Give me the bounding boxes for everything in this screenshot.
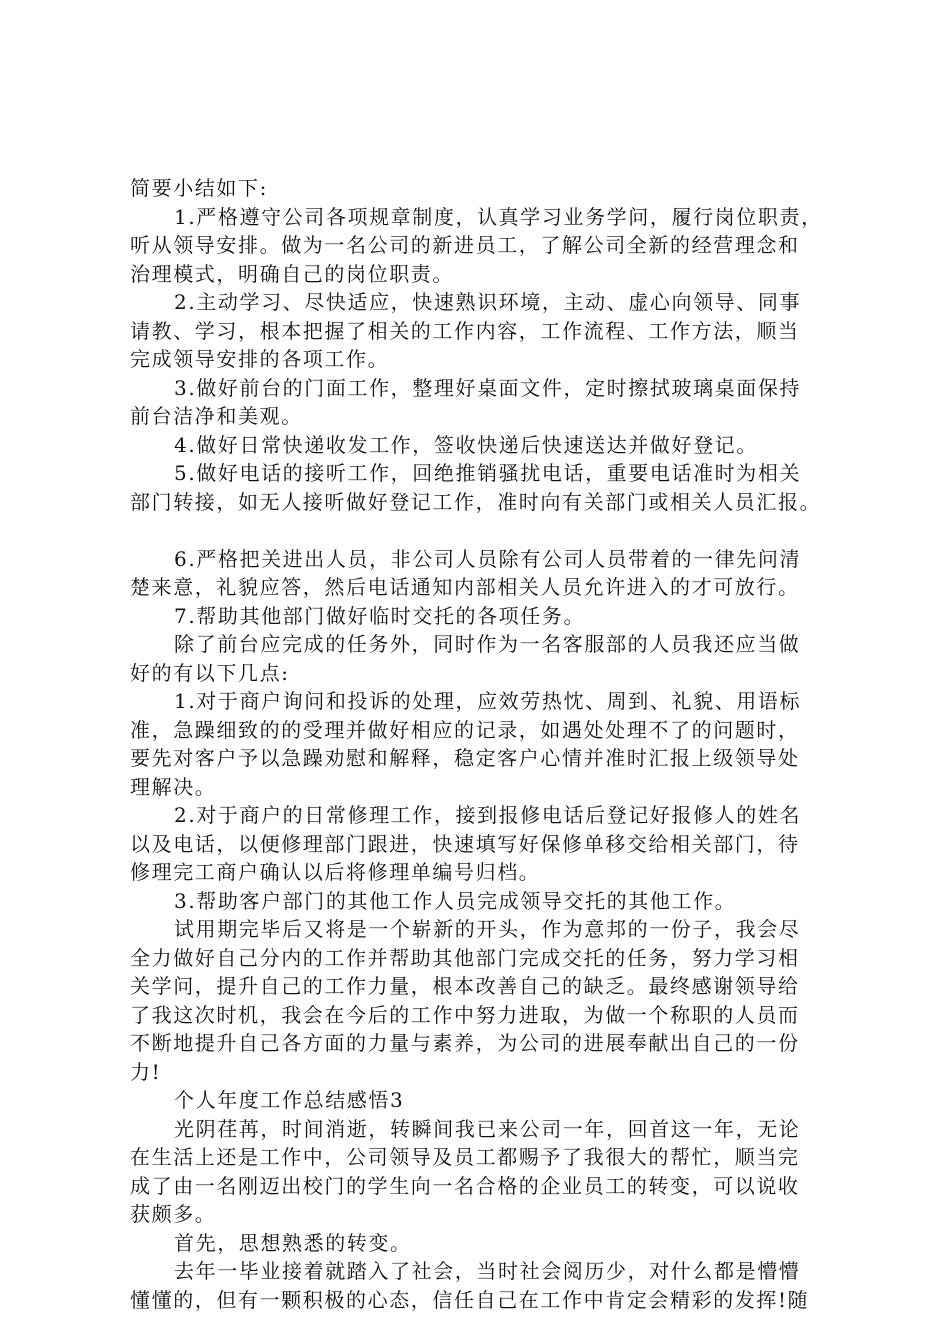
blank-line — [130, 516, 845, 545]
text-line: 准，急躁细致的的受理并做好相应的记录，如遇处处理不了的问题时， — [130, 717, 800, 742]
text-line: 简要小结如下: — [130, 176, 268, 200]
text-line: 成了由一名刚迈出校门的学生向一名合格的企业员工的转变，可以说收 — [130, 1173, 800, 1198]
text-line: 关学问，提升自己的工作力量，根本改善自己的缺乏。最终感谢领导给 — [130, 974, 800, 998]
text-line: 修理完工商户确认以后将修理单编号归档。 — [130, 860, 541, 884]
text-line: 楚来意，礼貌应答，然后电话通知内部相关人员允许进入的才可放行。 — [130, 575, 800, 599]
text-line: 不断地提升自己各方面的力量与素养，为公司的进展奉献出自己的一份 — [130, 1031, 800, 1055]
text-line: 2.主动学习、尽快适应，快速熟识环境，主动、虚心向领导、同事 — [174, 290, 802, 314]
text-line: 听从领导安排。做为一名公司的新进员工，了解公司全新的经营理念和 — [130, 233, 800, 257]
text-line: 个人年度工作总结感悟3 — [174, 1088, 405, 1112]
text-line: 6.严格把关进出人员，非公司人员除有公司人员带着的一律先问清 — [174, 546, 802, 571]
document-body — [130, 174, 845, 1314]
text-line: 除了前台应完成的任务外，同时作为一名客服部的人员我还应当做 — [174, 632, 801, 656]
text-line: 力! — [130, 1059, 162, 1084]
text-line: 试用期完毕后又将是一个崭新的开头，作为意邦的一份子，我会尽 — [174, 917, 801, 941]
text-line: 好的有以下几点: — [130, 660, 290, 685]
text-line: 2.对于商户的日常修理工作，接到报修电话后登记好报修人的姓名 — [174, 803, 802, 827]
text-line: 首先，思想熟悉的转变。 — [174, 1230, 412, 1255]
text-line: 5.做好电话的接听工作，回绝推销骚扰电话，重要电话准时为相关 — [174, 461, 802, 485]
text-line: 光阴荏苒，时间消逝，转瞬间我已来公司一年，回首这一年，无论 — [174, 1116, 801, 1141]
text-line: 3.帮助客户部门的其他工作人员完成领导交托的其他工作。 — [174, 888, 737, 913]
text-line: 4.做好日常快递收发工作，签收快递后快速送达并做好登记。 — [174, 432, 758, 457]
text-line: 全力做好自己分内的工作并帮助其他部门完成交托的任务，努力学习相 — [130, 945, 800, 970]
text-line: 1.严格遵守公司各项规章制度，认真学习业务学问，履行岗位职责， — [174, 204, 823, 229]
text-line: 7.帮助其他部门做好临时交托的各项任务。 — [174, 603, 586, 628]
text-line: 获颇多。 — [130, 1202, 217, 1226]
text-line: 在生活上还是工作中，公司领导及员工都赐予了我很大的帮忙，顺当完 — [130, 1145, 800, 1169]
text-line: 前台洁净和美观。 — [130, 404, 303, 428]
text-line: 部门转接，如无人接听做好登记工作，准时向有关部门或相关人员汇报。 — [130, 489, 822, 514]
text-line: 1.对于商户询问和投诉的处理，应效劳热忱、周到、礼貌、用语标 — [174, 689, 802, 713]
text-line: 以及电话，以便修理部门跟进，快速填写好保修单移交给相关部门，待 — [130, 831, 800, 856]
text-line: 理解决。 — [130, 774, 217, 799]
text-line: 要先对客户予以急躁劝慰和解释，稳定客户心情并准时汇报上级领导处 — [130, 746, 800, 770]
text-line: 请教、学习，根本把握了相关的工作内容，工作流程、工作方法，顺当 — [130, 318, 800, 343]
text-line: 3.做好前台的门面工作，整理好桌面文件，定时擦拭玻璃桌面保持 — [174, 375, 802, 400]
text-line: 了我这次时机，我会在今后的工作中努力进取，为做一个称职的人员而 — [130, 1002, 800, 1027]
text-line: 治理模式，明确自己的岗位职责。 — [130, 261, 454, 286]
text-line: 懂懂的，但有一颗积极的心态，信任自己在工作中肯定会精彩的发挥!随 — [130, 1287, 810, 1312]
text-line: 完成领导安排的各项工作。 — [130, 347, 390, 371]
text-line: 去年一毕业接着就踏入了社会，当时社会阅历少，对什么都是懵懵 — [174, 1259, 801, 1283]
